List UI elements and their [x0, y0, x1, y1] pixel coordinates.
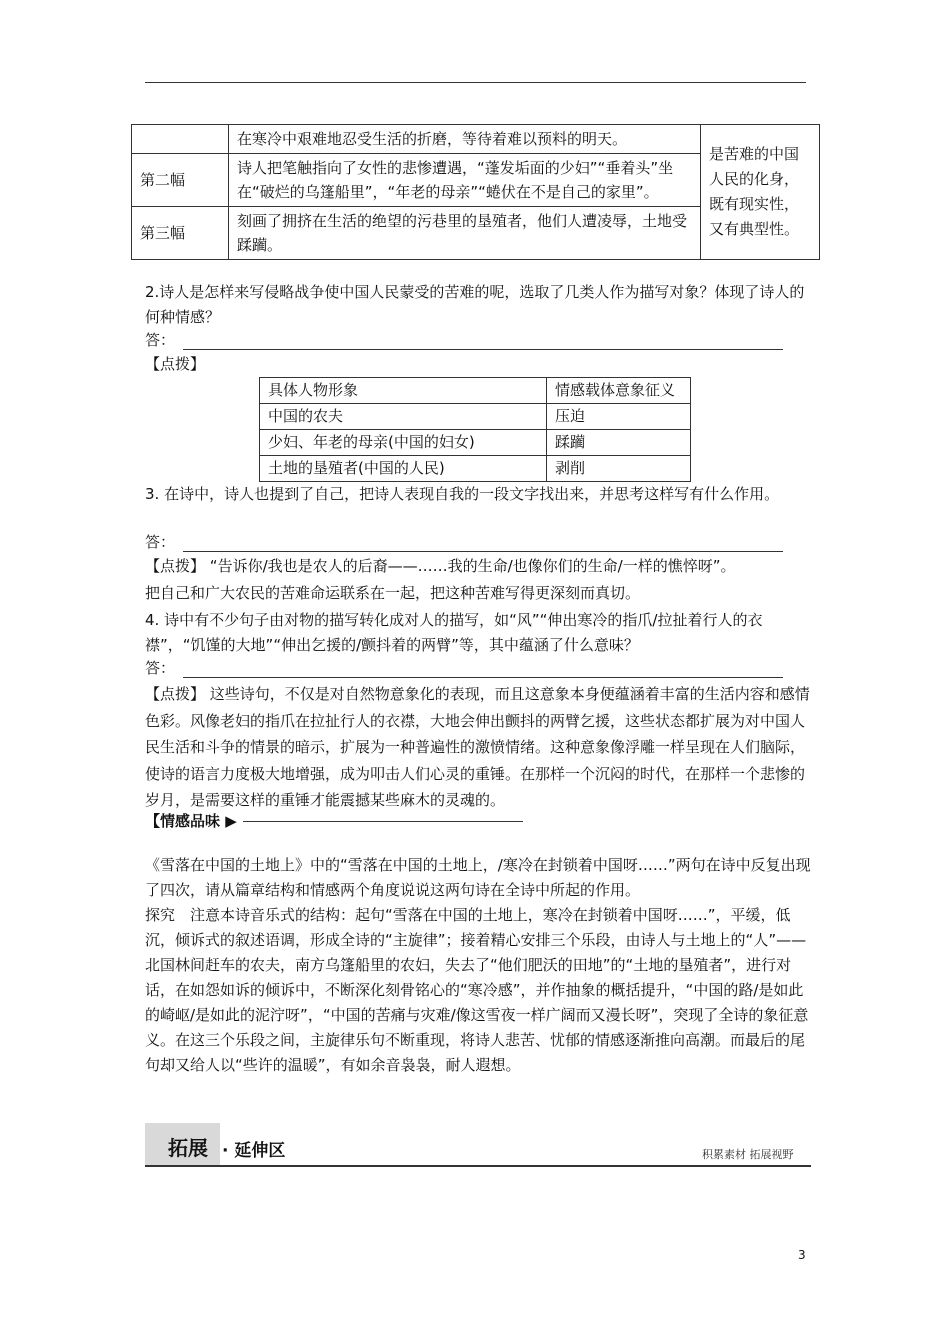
table-row	[132, 125, 820, 154]
hint-4	[145, 681, 811, 814]
table-cell-content: 刻画了拥挤在生活的绝望的污巷里的垦殖者，他们人遭凌辱，土地受蹂躏。	[229, 207, 701, 260]
extension-subtitle: · 延伸区	[222, 1141, 286, 1161]
table-row	[260, 404, 691, 430]
emotion-question: 《雪落在中国的土地上》中的“雪落在中国的土地上，/寒冷在封锁着中国呀……”两句在诗中反复出现了四次，请从篇章结构和情感两个角度说说这两句诗在全诗中所起的作用。	[145, 856, 811, 899]
extension-tagline: 积累素材 拓展视野	[702, 1148, 794, 1161]
table-cell: 剥削	[547, 456, 691, 482]
answer-label: 答：	[145, 659, 176, 677]
section-title: 【情感品味 ▶	[145, 812, 237, 830]
table-cell: 少妇、年老的母亲(中国的妇女)	[260, 430, 547, 456]
hint-text: “告诉你/我也是农人的后裔——……我的生命/也像你们的生命/一样的憔悴呀”。	[209, 557, 736, 575]
imagery-table	[259, 377, 691, 482]
answer-line-3	[145, 532, 783, 552]
answer-blank[interactable]	[183, 663, 783, 678]
hint-label-2: 【点拨】	[145, 355, 206, 373]
extension-rule	[145, 1165, 811, 1167]
answer-line-4	[145, 658, 783, 678]
answer-line-2	[145, 330, 783, 350]
extension-title: 拓展	[168, 1136, 208, 1160]
table-cell: 中国的农夫	[260, 404, 547, 430]
table-cell-label: 第二幅	[132, 154, 229, 207]
question-3: 3. 在诗中，诗人也提到了自己，把诗人表现自我的一段文字找出来，并思考这样写有什么作用。	[145, 485, 780, 503]
hint-3	[145, 554, 811, 579]
table-cell: 压迫	[547, 404, 691, 430]
table-row	[260, 430, 691, 456]
question-2: 2.诗人是怎样来写侵略战争使中国人民蒙受的苦难的呢，选取了几类人作为描写对象？体现了诗人的何种情感？	[145, 283, 805, 326]
table-cell: 蹂躏	[547, 430, 691, 456]
section-rule	[243, 821, 523, 822]
answer-blank[interactable]	[183, 537, 783, 552]
hint-label: 【点拨】	[145, 557, 206, 575]
answer-label: 答：	[145, 331, 176, 349]
table-cell: 土地的垦殖者(中国的人民)	[260, 456, 547, 482]
table-cell-label	[132, 125, 229, 154]
header-rule	[145, 82, 806, 83]
table-cell-label: 第三幅	[132, 207, 229, 260]
page-number: 3	[798, 1248, 806, 1262]
analysis-table	[131, 124, 820, 260]
hint-3-cont: 把自己和广大农民的苦难命运联系在一起，把这种苦难写得更深刻而真切。	[145, 584, 641, 602]
question-4: 4. 诗中有不少句子由对物的描写转化成对人的描写，如“风”“伸出寒冷的指爪/拉扯着行人的衣襟”，“饥馑的大地”“伸出乞援的/颤抖着的两臂”等，其中蕴涵了什么意味？	[145, 611, 763, 654]
table-header: 情感载体意象征义	[547, 378, 691, 404]
table-cell-summary: 是苦难的中国人民的化身，既有现实性，又有典型性。	[701, 125, 820, 260]
table-header: 具体人物形象	[260, 378, 547, 404]
emotion-explore: 探究 注意本诗音乐式的结构：起句“雪落在中国的土地上，寒冷在封锁着中国呀……”，平缓，低沉，倾诉式的叙述语调，形成全诗的“主旋律”；接着精心安排三个乐段，由诗人与土地上的“人”——北国林间赶车的农夫，南方乌篷船里的农妇，失去了“他们肥沃的田地”的“土地的垦殖者”，进行对话，在如怨如诉的倾诉中，不断深化刻骨铭心的“寒冷感”，并作抽象的概括提升，“中国的路/是如此的崎岖/是如此的泥泞呀”，“中国的苦痛与灾难/像这雪夜一样广阔而又漫长呀”，突现了全诗的象征意义。在这三个乐段之间，主旋律乐句不断重现，将诗人悲苦、忧郁的情感逐渐推向高潮。而最后的尾句却又给人以“些许的温暖”，有如余音袅袅，耐人遐想。	[145, 906, 809, 1074]
hint-text: 这些诗句，不仅是对自然物意象化的表现，而且这意象本身便蕴涵着丰富的生活内容和感情色彩。风像老妇的指爪在拉扯行人的衣襟，大地会伸出颤抖的两臂乞援，这些状态都扩展为对中国人民生活和斗争的情景的暗示，扩展为一种普遍性的激愤情绪。这种意象像浮雕一样呈现在人们脑际，使诗的语言力度极大地增强，成为叩击人们心灵的重锤。在那样一个沉闷的时代，在那样一个悲惨的岁月，是需要这样的重锤才能震撼某些麻木的灵魂的。	[145, 685, 810, 809]
table-row	[260, 456, 691, 482]
answer-label: 答：	[145, 533, 176, 551]
hint-label: 【点拨】	[145, 685, 206, 703]
table-cell-content: 在寒冷中艰难地忍受生活的折磨，等待着难以预料的明天。	[229, 125, 701, 154]
table-cell-content: 诗人把笔触指向了女性的悲惨遭遇，“蓬发垢面的少妇”“垂着头”坐在“破烂的乌篷船里”，“年老的母亲”“蜷伏在不是自己的家里”。	[229, 154, 701, 207]
table-header-row	[260, 378, 691, 404]
answer-blank[interactable]	[183, 335, 783, 350]
